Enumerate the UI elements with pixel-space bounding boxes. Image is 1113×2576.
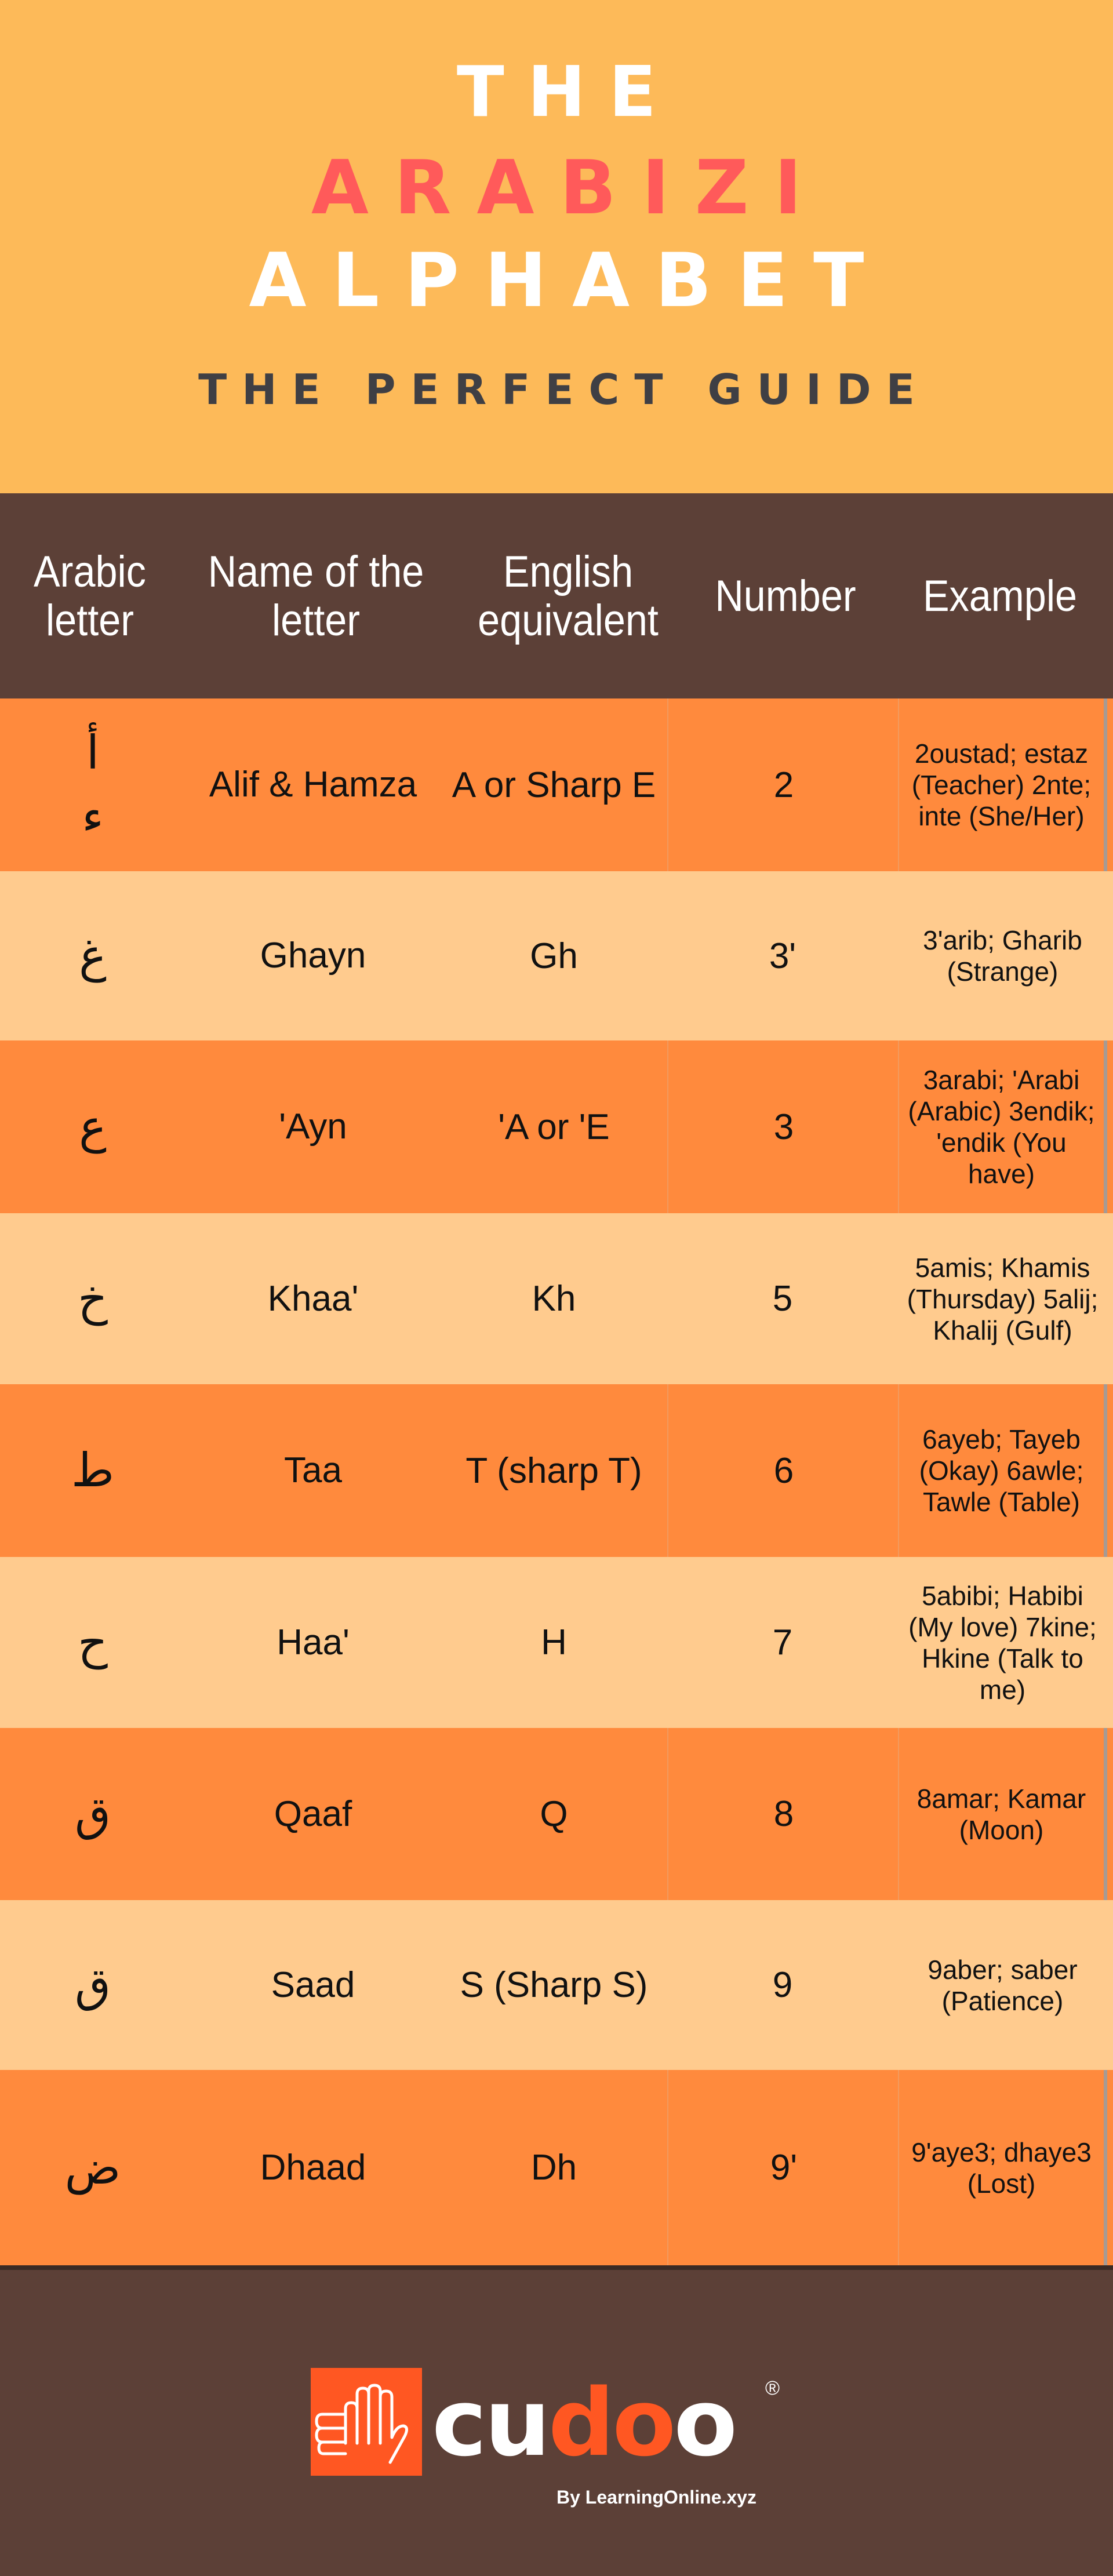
example: 2oustad; estaz (Teacher) 2nte; inte (She/Her) <box>898 698 1107 871</box>
table-row <box>0 698 1113 871</box>
english-equivalent: Q <box>540 1794 568 1834</box>
header-number: Number <box>715 572 856 621</box>
arabic-letter: خ <box>78 1271 108 1326</box>
logo-text: cu <box>432 2368 548 2477</box>
arabic-letter: ق <box>74 1787 111 1841</box>
arabic-letter: ق <box>74 1958 111 2012</box>
arabic-letter-cell <box>0 1384 186 1557</box>
letter-name: Alif & Hamza <box>209 765 417 805</box>
arabic-letter-cell <box>0 1040 186 1213</box>
arabic-letter: ض <box>64 2140 121 2195</box>
arabic-letter: ع <box>79 1100 107 1154</box>
number: 8 <box>667 1728 899 1900</box>
example: 5abibi; Habibi (My love) 7kine; Hkine (Talk to me) <box>908 1580 1097 1705</box>
table-header <box>0 493 1113 700</box>
arabic-letter: ط <box>71 1443 114 1497</box>
table-row <box>0 1384 1113 1557</box>
arabic-letter: غ <box>79 929 107 983</box>
arabic-letter: ح <box>78 1615 108 1669</box>
header-arabic-letter: Arabic letter <box>34 547 146 645</box>
example: 5amis; Khamis (Thursday) 5alij; Khalij (Gulf) <box>907 1252 1099 1345</box>
number: 7 <box>772 1622 793 1662</box>
title-line-the: THE <box>456 52 680 133</box>
number: 2 <box>667 698 899 871</box>
title-line-arabizi: ARABIZI <box>311 145 828 231</box>
letter-name: Dhaad <box>260 2147 366 2188</box>
number: 9 <box>772 1965 793 2005</box>
number: 3 <box>667 1040 899 1213</box>
example: 3arabi; 'Arabi (Arabic) 3endik; 'endik (You have) <box>898 1040 1107 1213</box>
table-row <box>0 871 1113 1040</box>
cudoo-logo <box>432 2368 736 2477</box>
english-equivalent: Dh <box>530 2148 577 2188</box>
arabic-letter-cell <box>0 1213 186 1384</box>
number: 9' <box>667 2070 899 2265</box>
table-row <box>0 1213 1113 1384</box>
table-row <box>0 1728 1113 1900</box>
english-equivalent: A or Sharp E <box>452 765 656 805</box>
arabic-letter: أ <box>86 726 100 780</box>
english-equivalent: H <box>541 1622 567 1662</box>
table-row <box>0 1557 1113 1728</box>
number: 5 <box>772 1279 793 1319</box>
registered-mark: ® <box>765 2377 780 2399</box>
header-example: Example <box>922 572 1078 621</box>
arabic-letter-secondary: ء <box>82 789 104 843</box>
table-row <box>0 2070 1113 2265</box>
letter-name: Taa <box>284 1450 342 1490</box>
header-name: Name of the letter <box>208 547 424 645</box>
table-row <box>0 1900 1113 2070</box>
english-equivalent: S (Sharp S) <box>460 1965 648 2005</box>
english-equivalent: 'A or 'E <box>498 1107 610 1147</box>
letter-name: Qaaf <box>274 1793 352 1834</box>
subtitle: THE PERFECT GUIDE <box>198 365 930 414</box>
english-equivalent: T (sharp T) <box>465 1450 642 1491</box>
example: 3'arib; Gharib (Strange) <box>923 925 1082 987</box>
arabic-letter-cell <box>0 1557 186 1728</box>
example: 9aber; saber (Patience) <box>928 1954 1078 2016</box>
letter-name: Haa' <box>277 1622 350 1662</box>
table-row <box>0 1040 1113 1213</box>
title-banner <box>0 0 1113 493</box>
number: 6 <box>667 1384 899 1557</box>
number: 3' <box>769 936 796 976</box>
logo-text-end: o <box>674 2368 736 2477</box>
arabic-letter-cell <box>0 1728 186 1900</box>
byline: By LearningOnline.xyz <box>556 2487 756 2508</box>
letter-name: 'Ayn <box>279 1107 347 1147</box>
english-equivalent: Gh <box>530 936 578 976</box>
hand-logo-icon <box>311 2368 422 2476</box>
example: 8amar; Kamar (Moon) <box>898 1728 1107 1900</box>
letter-name: Khaa' <box>267 1278 359 1319</box>
logo-text-accent: do <box>548 2368 674 2477</box>
example: 6ayeb; Tayeb (Okay) 6awle; Tawle (Table) <box>898 1384 1107 1557</box>
example: 9'aye3; dhaye3 (Lost) <box>898 2070 1107 2265</box>
arabic-letter-cell <box>0 871 186 1040</box>
header-english: English equivalent <box>478 547 659 645</box>
arabic-letter-cell <box>0 2070 186 2265</box>
title-line-alphabet: ALPHABET <box>249 238 890 324</box>
arabic-letter-cell <box>0 1900 186 2070</box>
letter-name: Saad <box>271 1964 355 2005</box>
arabic-letter-cell <box>0 698 186 871</box>
english-equivalent: Kh <box>532 1279 576 1319</box>
letter-name: Ghayn <box>260 936 366 976</box>
